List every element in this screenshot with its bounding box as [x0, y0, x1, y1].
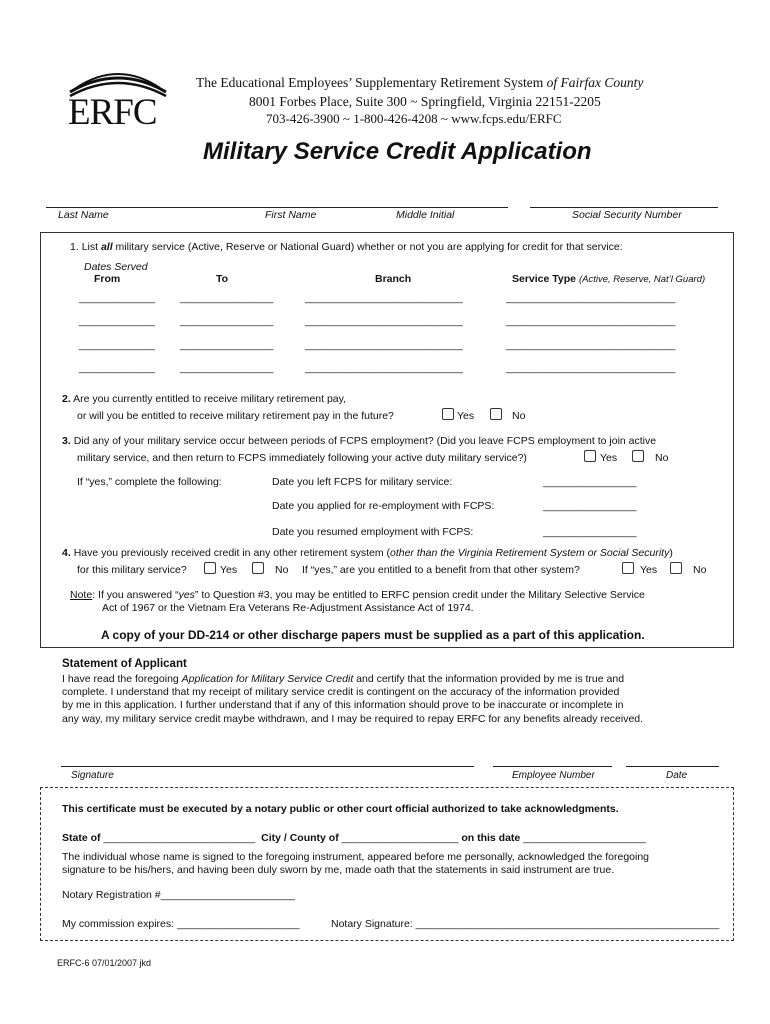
branch-field[interactable]: ___________________________: [305, 315, 463, 327]
q4-if-yes-question: If “yes,” are you entitled to a benefit from that other system?: [302, 564, 580, 576]
date-resumed-label: Date you resumed employment with FCPS:: [272, 526, 474, 538]
q4-benefit-no-label: No: [693, 564, 707, 576]
to-field[interactable]: ________________: [180, 292, 274, 304]
q2-yes-checkbox[interactable]: [442, 408, 454, 420]
col-from: From: [94, 273, 121, 285]
service-type-field[interactable]: _____________________________: [506, 292, 676, 304]
q4-benefit-yes-checkbox[interactable]: [622, 562, 634, 574]
q1-text: 1. List all military service (Active, Reserve or National Guard) whether or not you are applying for credit for that service:: [70, 241, 623, 253]
statement-line4: any way, my military service credit maybe withdrawn, and I may be required to repay ERFC for any benefits already received.: [62, 713, 644, 725]
date-label: Date: [666, 770, 688, 781]
col-branch: Branch: [375, 273, 412, 285]
org-contact: 703-426-3900 ~ 1-800-426-4208 ~ www.fcps.edu/ERFC: [266, 111, 562, 126]
statement-line3: by me in this application. I further understand that if any of this information should prove to be inaccurate or incomplete in: [62, 699, 624, 711]
dd214-notice: A copy of your DD-214 or other discharge papers must be supplied as a part of this application.: [101, 628, 645, 642]
date-left-field[interactable]: ________________: [543, 476, 637, 488]
date-left-label: Date you left FCPS for military service:: [272, 476, 453, 488]
q2-line2: or will you be entitled to receive military retirement pay in the future?: [77, 410, 394, 422]
statement-heading: Statement of Applicant: [62, 658, 187, 670]
q3-yes-checkbox[interactable]: [584, 450, 596, 462]
branch-field[interactable]: ___________________________: [305, 339, 463, 351]
q3-no-label: No: [655, 452, 669, 464]
statement-line2: complete. I understand that my receipt of military service credit is contingent on the accuracy of the information provided: [62, 686, 620, 698]
page-title: Military Service Credit Application: [203, 138, 592, 165]
q3-no-checkbox[interactable]: [632, 450, 644, 462]
q2-no-checkbox[interactable]: [490, 408, 502, 420]
org-name: The Educational Employees’ Supplementary Retirement System of Fairfax County: [196, 75, 644, 90]
col-service-type: Service Type (Active, Reserve, Nat’l Guard): [512, 273, 706, 285]
branch-field[interactable]: ___________________________: [305, 292, 463, 304]
commission-row: My commission expires: _____________________: [62, 918, 300, 930]
service-type-field[interactable]: _____________________________: [506, 362, 676, 374]
statement-line1: I have read the foregoing Application for Military Service Credit and certify that the information provided by me is true and: [62, 673, 625, 685]
date-applied-field[interactable]: ________________: [543, 500, 637, 512]
q4-benefit-no-checkbox[interactable]: [670, 562, 682, 574]
q4-no-label: No: [275, 564, 289, 576]
q4-yes-label: Yes: [220, 564, 238, 576]
ssn-label: Social Security Number: [572, 209, 682, 221]
middle-initial-label: Middle Initial: [396, 209, 455, 221]
notary-signature-row: Notary Signature: ____________________________________________________: [331, 918, 720, 930]
notary-location-row: State of __________________________ City / County of ____________________ on this date _____________________: [62, 832, 646, 844]
from-field[interactable]: _____________: [79, 362, 155, 374]
form-footer: ERFC-6 07/01/2007 jkd: [57, 958, 152, 968]
ssn-line[interactable]: [530, 207, 718, 208]
notary-registration[interactable]: Notary Registration #_______________________: [62, 889, 295, 901]
q4-benefit-yes-label: Yes: [640, 564, 658, 576]
notary-signature-field[interactable]: ____________________________________________________: [415, 918, 720, 930]
name-line[interactable]: [46, 207, 508, 208]
from-field[interactable]: _____________: [79, 315, 155, 327]
to-field[interactable]: ________________: [180, 339, 274, 351]
q2-line1: 2. Are you currently entitled to receive military retirement pay,: [62, 393, 347, 405]
logo-text: ERFC: [68, 92, 157, 133]
q3-if-yes: If “yes,” complete the following:: [77, 476, 222, 488]
branch-field[interactable]: ___________________________: [305, 362, 463, 374]
q4-line1: 4. Have you previously received credit in any other retirement system (other than the Virginia Retirement System or Social Security): [62, 547, 673, 559]
signature-line[interactable]: [61, 766, 474, 767]
notary-text2: signature to be his/hers, and having been duly sworn by me, made oath that the statements in said instrument are true.: [62, 864, 615, 876]
date-applied-label: Date you applied for re-employment with FCPS:: [272, 500, 495, 512]
note-line1: Note: If you answered “yes” to Question #3, you may be entitled to ERFC pension credit under the Military Selective Service: [70, 589, 645, 601]
q2-yes-label: Yes: [457, 410, 475, 422]
to-field[interactable]: ________________: [180, 362, 274, 374]
from-field[interactable]: _____________: [79, 292, 155, 304]
employee-number-line[interactable]: [493, 766, 612, 767]
from-field[interactable]: _____________: [79, 339, 155, 351]
dates-served-label: Dates Served: [84, 261, 148, 273]
q3-yes-label: Yes: [600, 452, 618, 464]
q4-no-checkbox[interactable]: [252, 562, 264, 574]
last-name-label: Last Name: [58, 209, 109, 221]
state-field[interactable]: __________________________: [103, 832, 256, 844]
note-line2: Act of 1967 or the Vietnam Era Veterans Re-Adjustment Assistance Act of 1974.: [102, 602, 474, 614]
to-field[interactable]: ________________: [180, 315, 274, 327]
col-to: To: [216, 273, 229, 285]
city-field[interactable]: ____________________: [341, 832, 459, 844]
q3-line1: 3. Did any of your military service occur between periods of FCPS employment? (Did you leave FCPS employment to join active: [62, 435, 657, 447]
notary-date-field[interactable]: _____________________: [523, 832, 646, 844]
q3-line2: military service, and then return to FCPS immediately following your active duty military service?): [77, 452, 527, 464]
notary-text1: The individual whose name is signed to the foregoing instrument, appeared before me personally, acknowledged the foregoing: [62, 851, 650, 863]
date-resumed-field[interactable]: ________________: [543, 526, 637, 538]
q4-line2: for this military service?: [77, 564, 187, 576]
signature-label: Signature: [71, 770, 114, 781]
q2-no-label: No: [512, 410, 526, 422]
first-name-label: First Name: [265, 209, 317, 221]
employee-number-label: Employee Number: [512, 770, 595, 781]
q4-yes-checkbox[interactable]: [204, 562, 216, 574]
notary-heading: This certificate must be executed by a notary public or other court official authorized to take acknowledgments.: [62, 803, 619, 815]
service-type-field[interactable]: _____________________________: [506, 315, 676, 327]
org-address: 8001 Forbes Place, Suite 300 ~ Springfield, Virginia 22151-2205: [249, 94, 601, 109]
commission-field[interactable]: _____________________: [176, 918, 300, 930]
date-line[interactable]: [626, 766, 719, 767]
service-type-field[interactable]: _____________________________: [506, 339, 676, 351]
